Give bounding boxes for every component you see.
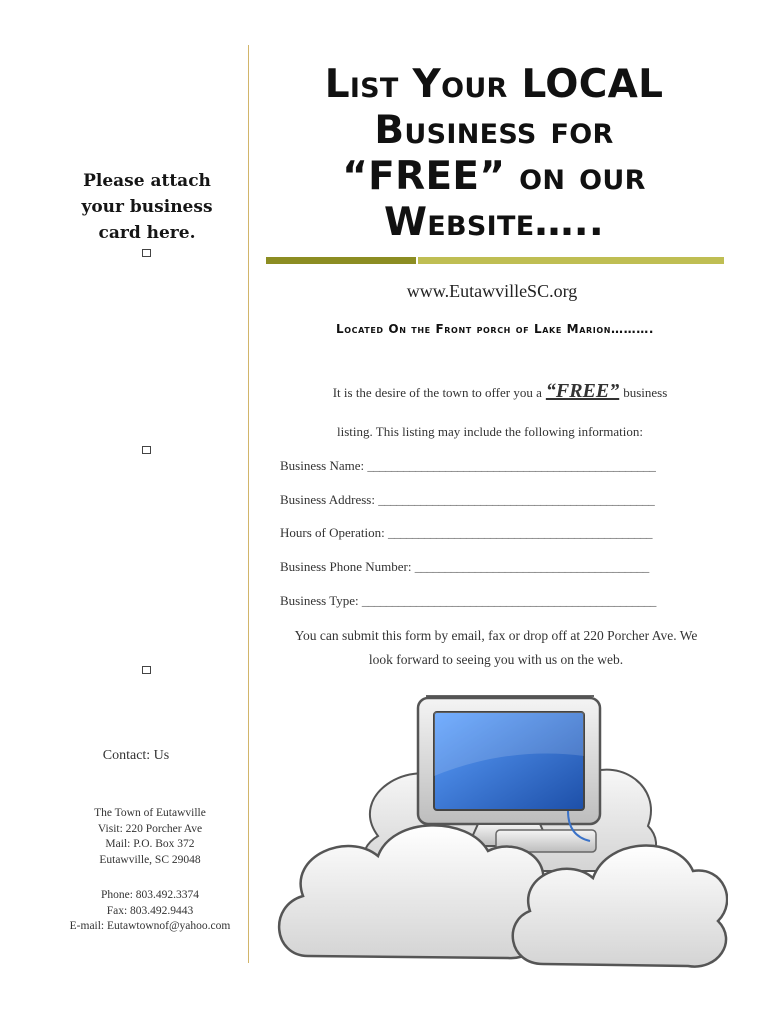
attach-line-2: your business	[81, 197, 213, 217]
submit-line-1: You can submit this form by email, fax or drop off at 220 Porcher Ave. We	[294, 628, 698, 643]
fill-in-blank: ________________________________________________	[367, 458, 656, 473]
attach-line-1: Please attach	[83, 171, 211, 191]
bullet-box-icon	[142, 666, 151, 674]
contact-city: Eutawville, SC 29048	[99, 853, 201, 866]
contact-org: The Town of Eutawville	[94, 807, 206, 819]
contact-title: Contact: Us	[102, 748, 170, 763]
fill-in-blank: _______________________________________	[414, 559, 649, 574]
field-phone-number	[280, 559, 649, 575]
attach-line-3: card here.	[98, 223, 196, 243]
field-hours	[280, 525, 652, 541]
column-divider	[248, 45, 249, 963]
field-label: Hours of Operation:	[280, 525, 385, 540]
front-cloud-shape	[279, 825, 727, 966]
fill-in-blank: _________________________________________________	[361, 593, 656, 608]
field-business-address	[280, 492, 654, 508]
title-line-2: Business for	[374, 108, 614, 153]
attach-card-note	[64, 168, 230, 246]
title-rule-light	[418, 257, 724, 264]
contact-phone: Phone: 803.492.3374	[100, 889, 200, 901]
field-label: Business Phone Number:	[280, 559, 412, 574]
offer-sentence	[290, 380, 710, 403]
title-rule-dark	[266, 257, 416, 264]
free-emphasis: “FREE”	[545, 380, 620, 402]
tagline: Located On the Front porch of Lake Marion……….	[335, 322, 654, 336]
listing-intro: listing. This listing may include the following information:	[337, 424, 643, 439]
contact-visit: Visit: 220 Porcher Ave	[97, 822, 203, 835]
page-title	[290, 62, 698, 246]
contact-phone-block	[30, 888, 270, 935]
field-business-name	[280, 458, 655, 474]
offer-text-before: It is the desire of the town to offer you a	[332, 385, 542, 400]
field-label: Business Type:	[280, 593, 359, 608]
website-url: www.EutawvilleSC.org	[406, 281, 578, 301]
bullet-box-icon	[142, 249, 151, 257]
contact-address	[40, 806, 260, 868]
field-label: Business Address:	[280, 492, 375, 507]
contact-email: E-mail: Eutawtownof@yahoo.com	[69, 920, 231, 932]
fill-in-blank: ______________________________________________	[378, 492, 655, 507]
offer-text-after: business	[623, 385, 668, 400]
title-line-4: Website…..	[383, 200, 605, 245]
bullet-box-icon	[142, 446, 151, 454]
contact-mail: Mail: P.O. Box 372	[105, 838, 195, 850]
contact-fax: Fax: 803.492.9443	[106, 904, 194, 917]
submit-instructions	[266, 624, 726, 672]
computer-cloud-illustration	[268, 686, 728, 986]
field-business-type	[280, 593, 656, 609]
title-line-1: List Your LOCAL	[324, 62, 664, 107]
field-label: Business Name:	[280, 458, 365, 473]
fill-in-blank: ____________________________________________	[387, 525, 652, 540]
submit-line-2: look forward to seeing you with us on the web.	[368, 652, 624, 667]
title-line-3: “FREE” on our	[342, 154, 646, 199]
